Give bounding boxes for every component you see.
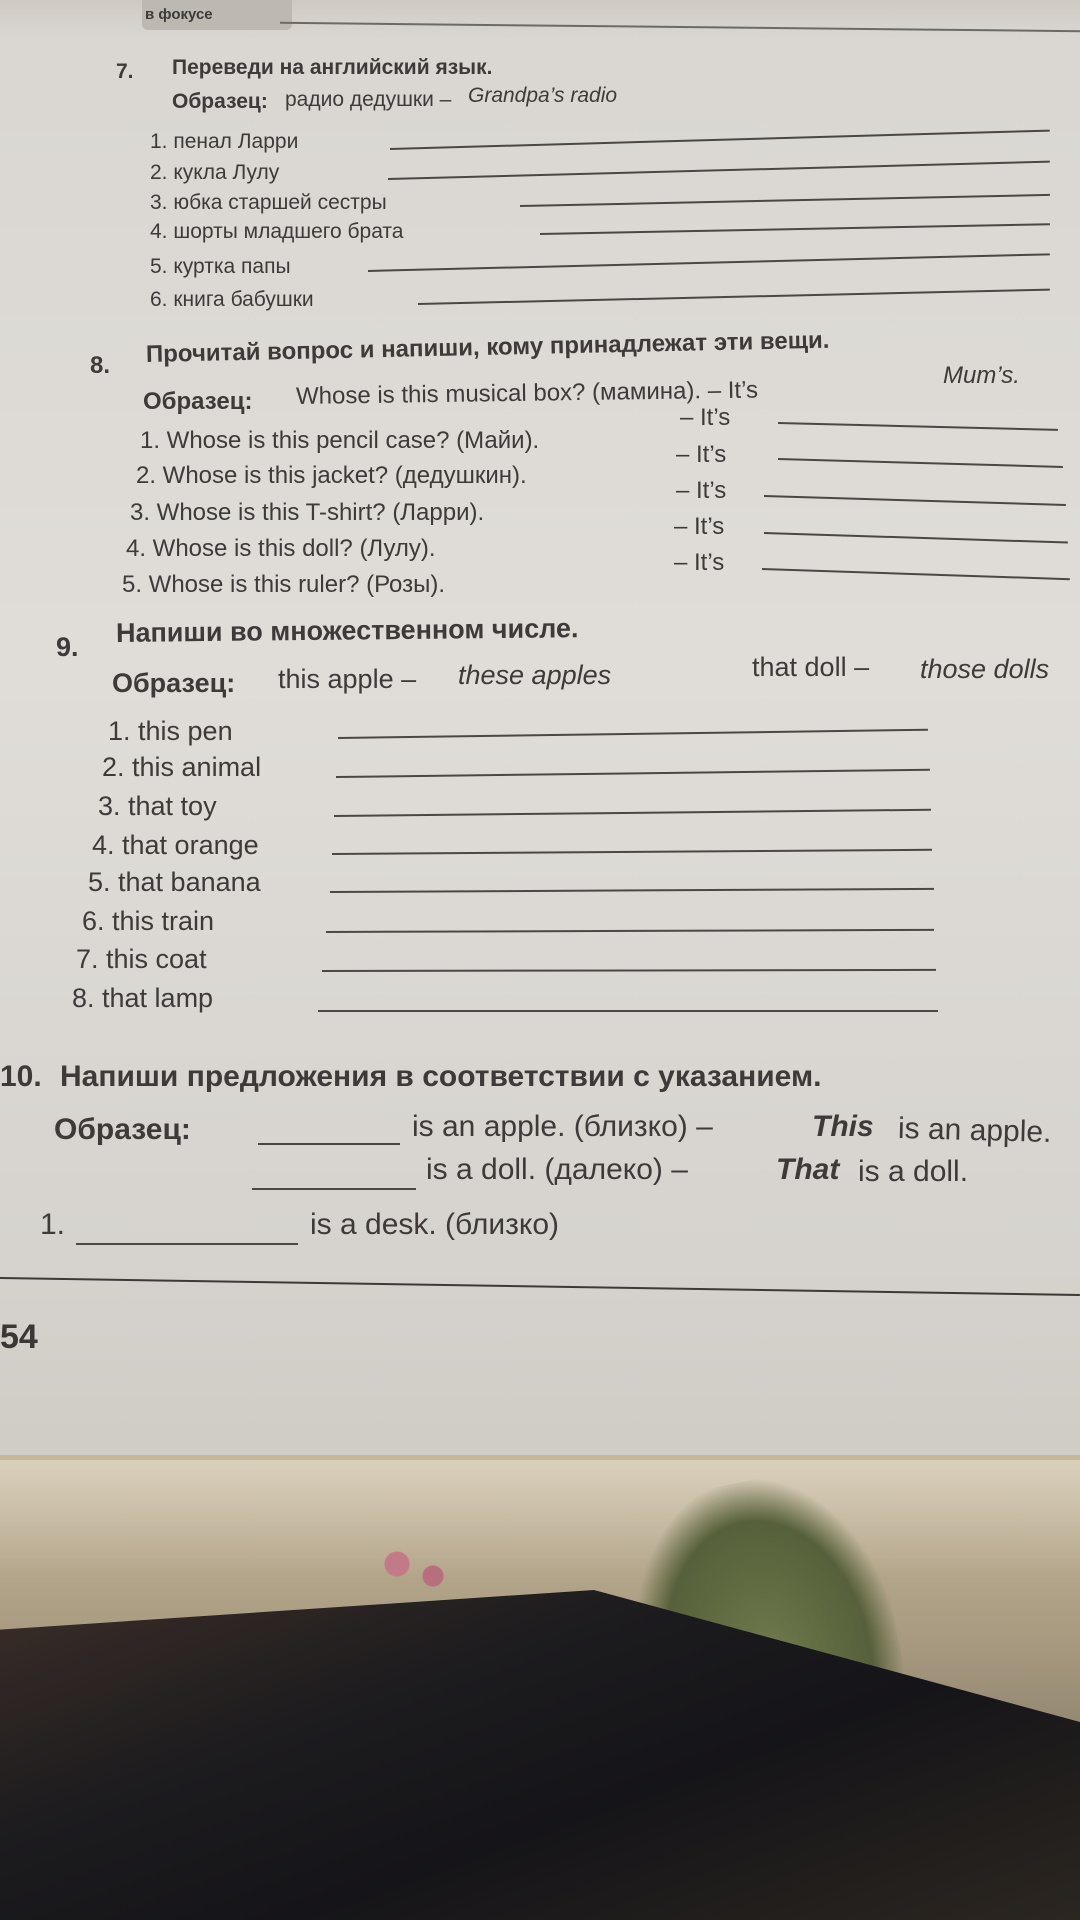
exercise-8-number: 8. xyxy=(90,352,111,379)
exercise-9-number: 9. xyxy=(56,632,79,662)
exercise-8-question-2: 2. Whose is this jacket? (дедушкин). xyxy=(136,462,527,489)
exercise-7-item-2: 2. кукла Лулу xyxy=(150,161,280,184)
answer-line[interactable] xyxy=(318,1010,938,1012)
answer-line[interactable] xyxy=(764,495,1066,506)
plastic-cover-sheen xyxy=(0,1460,1080,1580)
exercise-10-sample-1-answer-bold: This xyxy=(812,1110,874,1143)
exercise-10-sample-2-text: is a doll. (далеко) – xyxy=(426,1153,688,1186)
exercise-10-item-1-number: 1. xyxy=(40,1208,66,1241)
page-number: 54 xyxy=(0,1318,38,1356)
flower-pattern xyxy=(370,1540,460,1600)
exercise-10-item-1-text: is a desk. (близко) xyxy=(310,1208,560,1241)
answer-line[interactable] xyxy=(326,929,934,933)
exercise-8-answer-prefix: – It’s xyxy=(676,441,727,468)
exercise-9-item-4: 4. that orange xyxy=(92,830,259,860)
exercise-7-item-6: 6. книга бабушки xyxy=(150,288,314,311)
exercise-7-sample-label: Образец: xyxy=(172,90,268,113)
answer-line[interactable] xyxy=(778,458,1063,468)
brand-text: в фокусе xyxy=(145,6,213,23)
exercise-9-sample-text-2: that doll – xyxy=(752,652,870,682)
answer-line[interactable] xyxy=(330,888,934,893)
exercise-9-sample-answer-1: these apples xyxy=(458,660,612,690)
exercise-9-item-8: 8. that lamp xyxy=(72,983,214,1013)
answer-line[interactable] xyxy=(76,1243,298,1245)
exercise-8-question-5: 5. Whose is this ruler? (Розы). xyxy=(122,571,446,598)
answer-line[interactable] xyxy=(322,969,936,972)
exercise-8-question-3: 3. Whose is this T-shirt? (Ларри). xyxy=(130,499,485,526)
exercise-7-item-3: 3. юбка старшей сестры xyxy=(150,191,387,214)
answer-line[interactable] xyxy=(764,532,1068,544)
answer-line[interactable] xyxy=(368,253,1050,272)
exercise-9-title: Напиши во множественном числе. xyxy=(115,613,579,648)
exercise-8-title: Прочитай вопрос и напиши, кому принадлежат эти вещи. xyxy=(145,326,830,368)
exercise-8-sample-text: Whose is this musical box? (мамина). – It’s xyxy=(295,376,759,410)
exercise-9-sample-label: Образец: xyxy=(112,668,236,698)
exercise-8-answer-prefix: – It’s xyxy=(676,477,727,504)
exercise-9-sample-text-1: this apple – xyxy=(278,664,417,694)
exercise-8-sample-label: Образец: xyxy=(143,388,253,415)
answer-line[interactable] xyxy=(388,161,1050,180)
exercise-7-item-1: 1. пенал Ларри xyxy=(150,130,299,153)
exercise-10-title: Напиши предложения в соответствии с указанием. xyxy=(60,1060,822,1093)
exercise-7-sample-answer: Grandpa’s radio xyxy=(468,84,618,107)
answer-line[interactable] xyxy=(520,194,1050,207)
exercise-9-item-6: 6. this train xyxy=(82,906,215,936)
exercise-10-sample-label: Образец: xyxy=(54,1113,191,1146)
exercise-8-question-1: 1. Whose is this pencil case? (Майи). xyxy=(140,427,540,454)
answer-line[interactable] xyxy=(334,809,931,817)
exercise-9-sample-answer-2: those dolls xyxy=(920,654,1050,684)
answer-line[interactable] xyxy=(418,289,1050,305)
sample-blank-line xyxy=(258,1143,400,1145)
exercise-7-title: Переведи на английский язык. xyxy=(172,56,493,79)
exercise-8-answer-prefix: – It’s xyxy=(674,513,725,540)
exercise-8-answer-prefix: – It’s xyxy=(680,404,731,431)
exercise-10-sample-1-text: is an apple. (близко) – xyxy=(412,1110,713,1143)
exercise-10-sample-2-answer-rest: is a doll. xyxy=(858,1155,969,1188)
answer-line[interactable] xyxy=(762,568,1070,580)
exercise-7-item-4: 4. шорты младшего брата xyxy=(150,220,404,243)
answer-line[interactable] xyxy=(390,130,1050,150)
answer-line[interactable] xyxy=(332,849,932,855)
sample-blank-line xyxy=(252,1188,416,1190)
exercise-8-answer-prefix: – It’s xyxy=(674,549,725,576)
exercise-9-item-1: 1. this pen xyxy=(108,716,233,746)
page-bottom-rule xyxy=(0,1277,1080,1296)
exercise-9-item-2: 2. this animal xyxy=(102,752,262,782)
answer-line[interactable] xyxy=(336,769,930,778)
exercise-7-item-5: 5. куртка папы xyxy=(150,255,291,278)
answer-line[interactable] xyxy=(540,223,1050,235)
exercise-8-question-4: 4. Whose is this doll? (Лулу). xyxy=(126,535,436,562)
exercise-10-sample-2-answer-bold: That xyxy=(776,1153,840,1186)
exercise-7-number: 7. xyxy=(116,60,134,83)
exercise-9-item-7: 7. this coat xyxy=(76,944,207,974)
answer-line[interactable] xyxy=(338,729,928,739)
exercise-9-item-5: 5. that banana xyxy=(88,867,261,897)
exercise-10-number: 10. xyxy=(0,1060,42,1093)
exercise-9-item-3: 3. that toy xyxy=(98,791,217,821)
answer-line[interactable] xyxy=(778,422,1058,431)
exercise-8-sample-answer: Mum’s. xyxy=(943,362,1020,389)
exercise-7-sample-text: радио дедушки – xyxy=(285,88,452,111)
exercise-10-sample-1-answer-rest: is an apple. xyxy=(897,1112,1052,1150)
